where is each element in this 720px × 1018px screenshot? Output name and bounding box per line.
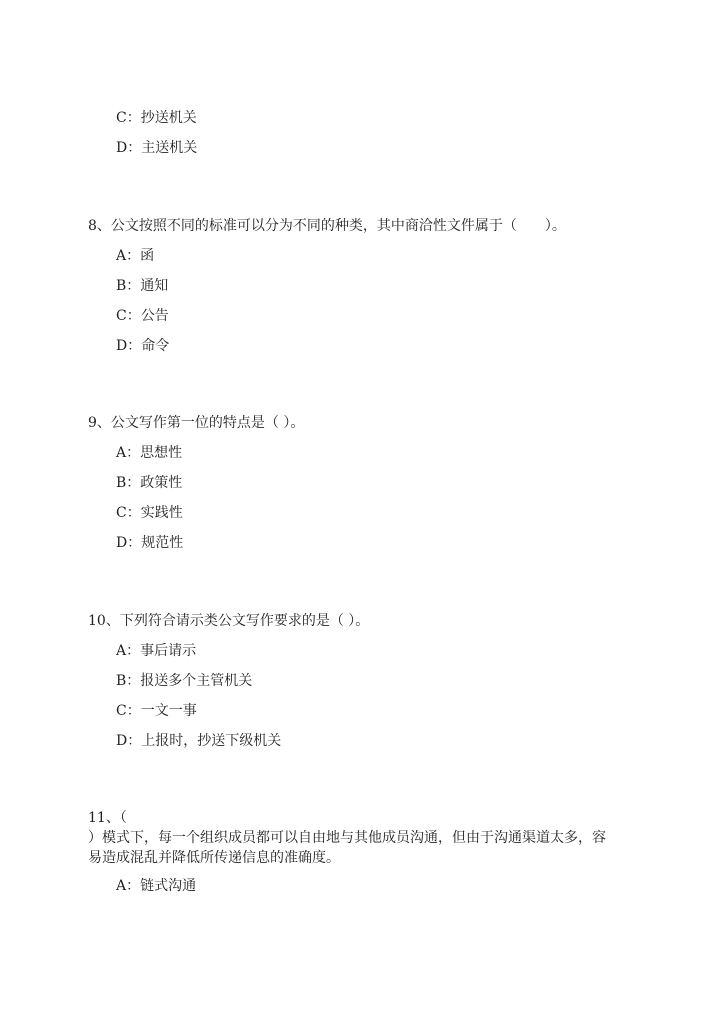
question-10-option-d: D：上报时，抄送下级机关 [116, 733, 282, 749]
question-10-stem: 10、下列符合请示类公文写作要求的是（ ）。 [88, 613, 370, 629]
question-10-option-c: C：一文一事 [116, 703, 197, 719]
question-9-option-a: A：思想性 [116, 445, 183, 461]
option-d: D：主送机关 [116, 140, 198, 156]
question-11-option-a: A：链式沟通 [116, 878, 197, 894]
question-11-stem-line-3: 易造成混乱并降低所传递信息的准确度。 [88, 850, 340, 866]
question-9-option-b: B：政策性 [116, 475, 183, 491]
question-9-option-d: D：规范性 [116, 535, 184, 551]
question-8-stem: 8、公文按照不同的标准可以分为不同的种类，其中商洽性文件属于（ ）。 [88, 218, 566, 234]
question-9-option-c: C：实践性 [116, 505, 183, 521]
question-8-option-a: A：函 [116, 248, 155, 264]
question-10-option-b: B：报送多个主管机关 [116, 673, 253, 689]
question-11-stem-line-1: 11、（ [88, 810, 127, 826]
question-10-option-a: A：事后请示 [116, 643, 197, 659]
question-8-option-b: B：通知 [116, 278, 169, 294]
question-11-stem-line-2: ）模式下，每一个组织成员都可以自由地与其他成员沟通，但由于沟通渠道太多，容 [88, 830, 606, 846]
question-9-stem: 9、公文写作第一位的特点是（ ）。 [88, 415, 305, 431]
question-8-option-c: C：公告 [116, 308, 169, 324]
option-c: C：抄送机关 [116, 110, 197, 126]
question-8-option-d: D：命令 [116, 338, 170, 354]
